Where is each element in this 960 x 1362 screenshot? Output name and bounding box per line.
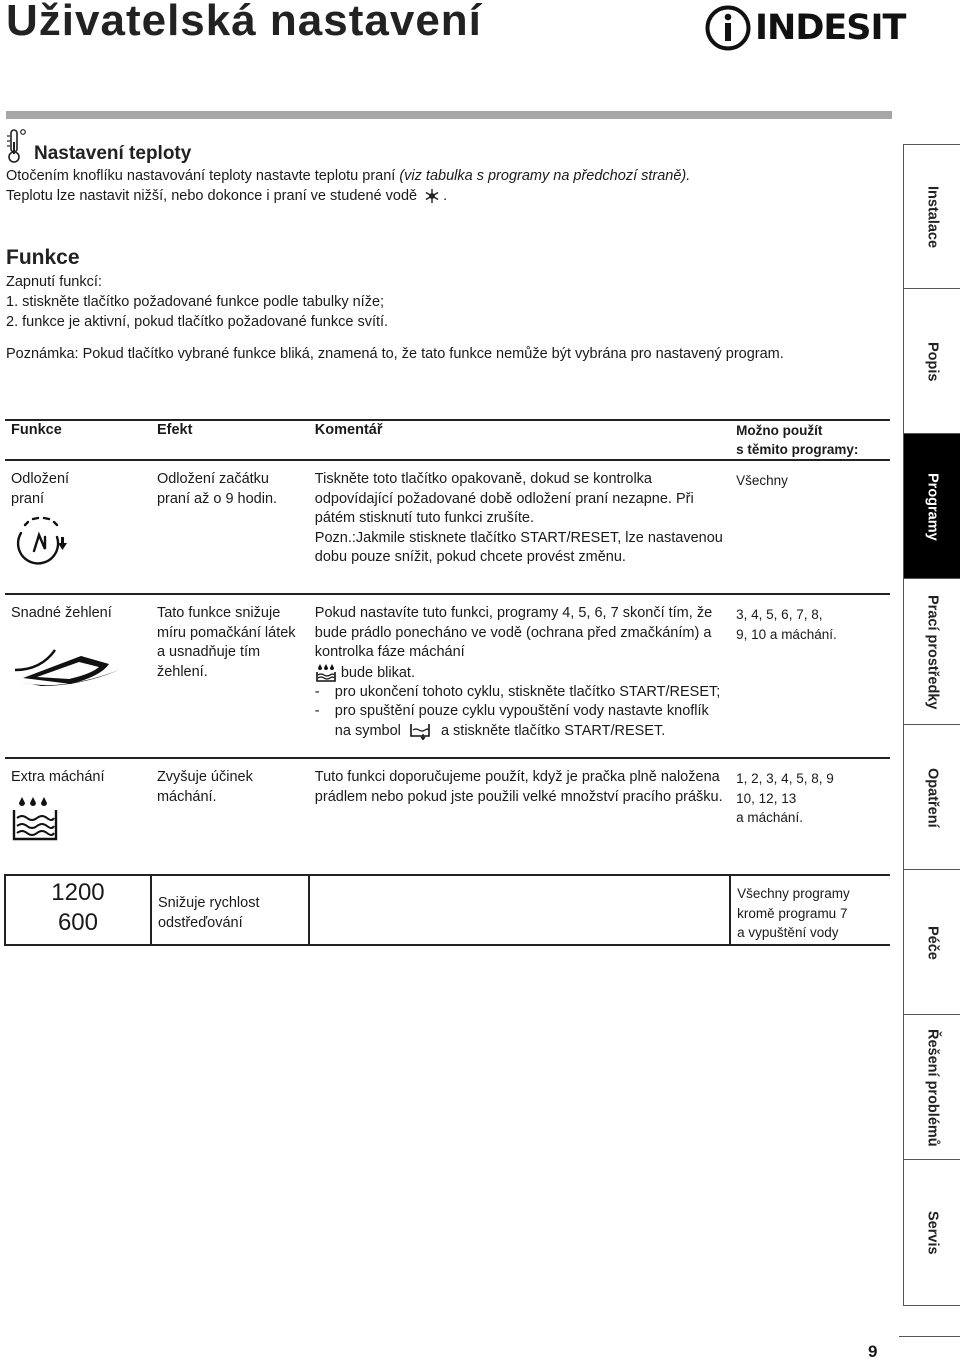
function-programs: Všechny <box>730 460 890 594</box>
temperature-text-1a: Otočením knoflíku nastavování teploty nastavte teplotu praní <box>6 168 400 184</box>
programs-line: kromě programu 7 <box>737 905 848 921</box>
temperature-text-2: Teplotu lze nastavit nižší, nebo dokonce i praní ve studené vodě <box>6 188 418 204</box>
function-extra-rinse-cell <box>5 758 151 848</box>
function-name-l2: praní <box>11 490 45 507</box>
page-number: 9 <box>868 1342 878 1361</box>
temperature-section <box>6 128 886 206</box>
table-row <box>5 758 890 848</box>
col-header-comment: Komentář <box>309 420 730 460</box>
tab-programy[interactable] <box>904 433 960 579</box>
functions-step-2: 2. funkce je aktivní, pokud tlačítko požadované funkce svítí. <box>6 314 389 330</box>
function-comment <box>309 594 730 758</box>
functions-heading: Funkce <box>6 246 80 269</box>
comment-note: Pozn.:Jakmile stisknete tlačítko START/RESET, lze nastavenou dobu pouze snížit, pokud chcete provést změnu. <box>314 529 723 565</box>
spin-speed-cell <box>5 875 151 945</box>
comment-bullet <box>315 683 724 703</box>
functions-note: Poznámka: Pokud tlačítko vybrané funkce bliká, znamená to, že tato funkce nemůže být vybrána pro nastavený program. <box>6 346 784 362</box>
tab-instalace[interactable] <box>904 144 960 289</box>
iron-icon <box>11 642 123 694</box>
function-name: Snadné žehlení <box>11 605 112 621</box>
functions-table <box>4 419 890 946</box>
temperature-heading: Nastavení teploty <box>34 143 192 164</box>
function-effect: Tato funkce snižuje míru pomačkání látek a usnadňuje tím žehlení. <box>151 594 309 758</box>
comment-paragraph: Tiskněte toto tlačítko opakovaně, dokud se kontrolka odpovídající požadované době odložení praní nezapne. Při pátém stisknutí tuto funkci zrušíte. <box>314 471 694 526</box>
page-title: Uživatelská nastavení <box>6 0 482 45</box>
col-header-function: Funkce <box>5 420 151 460</box>
bullet-dash: - <box>314 703 320 720</box>
tab-label: Řešení problémů <box>924 1028 941 1147</box>
col-header-programs-l2: s těmito programy: <box>736 442 859 457</box>
tab-label: Prací prostředky <box>924 594 941 710</box>
function-delay-cell <box>5 460 151 594</box>
comment-text-end: bude blikat. <box>340 664 415 681</box>
tab-label: Popis <box>924 341 941 382</box>
programs-line: a máchání. <box>736 810 803 826</box>
spin-speed-1200: 1200 <box>51 879 105 907</box>
section-sidebar <box>903 144 960 1306</box>
programs-line: a vypuštění vody <box>737 925 839 941</box>
function-comment <box>309 875 730 945</box>
programs-line: 9, 10 a máchání. <box>736 626 837 642</box>
tab-label: Instalace <box>924 185 941 249</box>
tab-label: Programy <box>924 472 941 541</box>
drain-icon <box>409 722 433 740</box>
table-spacer <box>5 848 890 875</box>
table-row <box>5 594 890 758</box>
brand-logo <box>705 4 905 52</box>
col-header-programs-l1: Možno použít <box>736 423 823 438</box>
header-divider <box>6 111 892 119</box>
function-effect: Snižuje rychlost odstřeďování <box>151 875 309 945</box>
temperature-text-1b: (viz tabulka s programy na předchozí straně). <box>399 168 691 184</box>
bullet-dash: - <box>314 683 320 700</box>
bullet-text-b: a stiskněte tlačítko START/RESET. <box>440 722 666 739</box>
thermometer-icon <box>6 128 28 164</box>
tab-label: Opatření <box>924 767 941 828</box>
comment-bullet <box>315 702 724 741</box>
comment-text: Pokud nastavíte tuto funkci, programy 4, 5, 6, 7 skončí tím, že bude prádlo ponecháno ve vodě (ochrana před zmačkáním) a kontrolka fáze máchání <box>314 605 713 660</box>
indesit-emblem-icon <box>705 5 751 51</box>
function-iron-cell <box>5 594 151 758</box>
functions-intro: Zapnutí funkcí: <box>6 274 102 290</box>
tab-servis[interactable] <box>904 1159 960 1306</box>
programs-line: 3, 4, 5, 6, 7, 8, <box>736 607 823 622</box>
table-header-row <box>5 420 890 460</box>
programs-line: Všechny programy <box>737 886 850 902</box>
tab-label: Péče <box>924 925 941 960</box>
functions-section <box>6 248 876 364</box>
table-row <box>5 875 890 945</box>
function-comment <box>309 460 730 594</box>
bullet-text <box>335 702 724 741</box>
function-name: Odložení <box>11 471 70 487</box>
bullet-text-a: pro spuštění pouze cyklu vypouštění vody nastavte knoflík na symbol <box>334 703 709 739</box>
tab-popis[interactable] <box>904 288 960 434</box>
tab-opatreni[interactable] <box>904 724 960 870</box>
function-programs <box>730 594 890 758</box>
snowflake-icon <box>424 188 440 204</box>
col-header-effect: Efekt <box>151 420 309 460</box>
functions-step-1: 1. stiskněte tlačítko požadované funkce podle tabulky níže; <box>6 294 385 310</box>
comment-paragraph <box>315 604 724 683</box>
tab-reseni-problemu[interactable] <box>904 1014 960 1160</box>
programs-line: 10, 12, 13 <box>736 790 797 806</box>
function-programs <box>730 758 890 848</box>
delay-start-icon <box>11 515 77 567</box>
temperature-text-2-end: . <box>443 188 448 204</box>
extra-rinse-icon <box>11 796 61 842</box>
function-comment: Tuto funkci doporučujeme použít, když je pračka plně naložena prádlem nebo pokud jste použili velké množství pracího prášku. <box>314 769 723 805</box>
table-row <box>5 460 890 594</box>
function-effect: Zvyšuje účinek máchání. <box>156 769 253 805</box>
tab-pece[interactable] <box>904 869 960 1015</box>
col-header-programs <box>730 420 890 460</box>
function-effect: Odložení začátku praní až o 9 hodin. <box>151 460 309 594</box>
rinse-indicator-icon <box>315 663 337 683</box>
brand-name: INDESIT <box>755 8 906 48</box>
function-programs <box>730 875 890 945</box>
spin-speed-600: 600 <box>57 909 98 937</box>
function-name: Extra máchání <box>11 769 105 786</box>
programs-line: 1, 2, 3, 4, 5, 8, 9 <box>736 771 834 787</box>
footer-divider <box>899 1336 960 1337</box>
tab-label: Servis <box>924 1210 941 1255</box>
tab-praci-prostredky[interactable] <box>904 578 960 725</box>
bullet-text: pro ukončení tohoto cyklu, stiskněte tlačítko START/RESET; <box>334 683 721 700</box>
